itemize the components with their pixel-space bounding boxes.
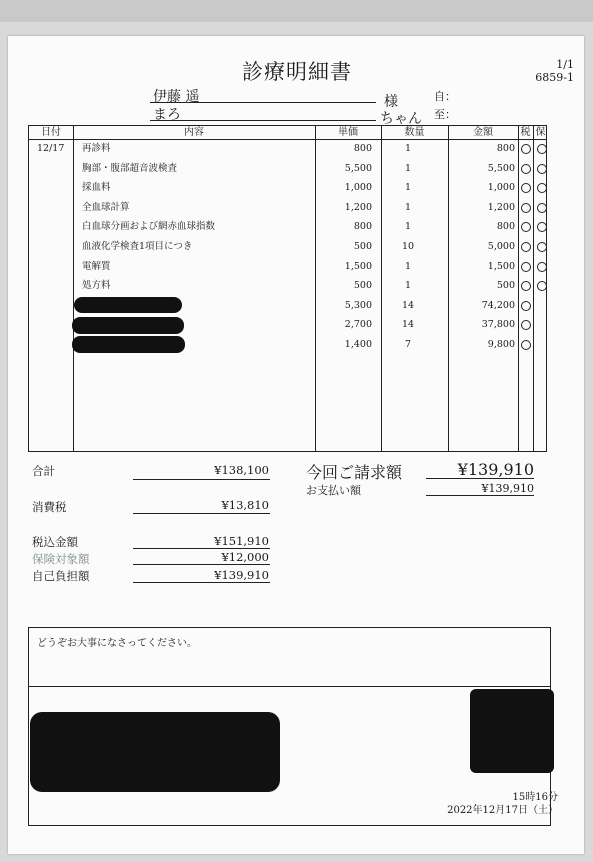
tax-circle-icon [521, 262, 531, 272]
insurance-circle-icon [537, 242, 547, 252]
insurance-underline [133, 564, 270, 565]
header-content: 内容 [184, 127, 204, 138]
row-amount: 800 [496, 221, 515, 233]
redaction-stamp [470, 689, 554, 773]
subtotal-value: ¥138,100 [214, 463, 269, 477]
payment-underline [426, 495, 534, 496]
billing-label: 今回ご請求額 [306, 463, 403, 482]
row-quantity: 10 [401, 241, 415, 252]
row-item-name: 処方料 [82, 280, 111, 292]
tax-included-underline [133, 548, 270, 549]
row-item-name: 血液化学検査1項目につき [82, 241, 193, 252]
background-edge [0, 0, 593, 22]
period-to-label: 至： [434, 108, 456, 121]
table-row [29, 276, 548, 295]
row-amount: 5,000 [487, 241, 515, 252]
row-amount: 5,500 [487, 162, 515, 174]
tax-circle-icon [521, 242, 531, 252]
row-quantity: 1 [404, 143, 412, 154]
name-underline [150, 102, 376, 103]
insurance-circle-icon [537, 183, 547, 193]
row-unit-price: 5,300 [344, 299, 372, 311]
page-number: 1/1 [556, 58, 574, 71]
header-amount: 金額 [473, 127, 493, 138]
pet-name: まろ [153, 107, 181, 123]
message-box [28, 627, 551, 687]
tax-circle-icon [521, 222, 531, 232]
insurance-label: 保険対象額 [32, 552, 90, 566]
row-quantity: 1 [404, 221, 412, 233]
table-row [29, 159, 548, 178]
row-amount: 9,800 [487, 339, 515, 350]
row-unit-price: 1,000 [344, 182, 372, 194]
redaction-bar [74, 297, 182, 313]
row-amount: 37,800 [481, 319, 515, 331]
header-insurance: 保 [535, 127, 546, 138]
subtotal-underline [133, 479, 270, 480]
header-tax: 税 [520, 127, 531, 138]
row-unit-price: 1,400 [344, 339, 372, 350]
pet-underline [150, 120, 376, 121]
row-quantity: 1 [404, 280, 412, 292]
row-item-name: 採血料 [82, 182, 111, 194]
table-row [29, 257, 548, 276]
row-item-name: 胸部・腹部超音波検査 [82, 162, 178, 174]
row-quantity: 1 [404, 162, 412, 174]
row-item-name: 電解質 [82, 260, 111, 272]
row-unit-price: 1,500 [344, 260, 372, 272]
charges-table [28, 125, 547, 452]
pet-suffix: ちゃん [380, 111, 422, 127]
table-row [29, 237, 548, 256]
page-info [535, 58, 574, 84]
header-quantity: 数量 [404, 127, 425, 138]
row-date: 12/17 [37, 143, 65, 154]
table-row [29, 178, 548, 197]
tax-value: ¥13,810 [221, 498, 269, 512]
row-quantity: 14 [401, 319, 415, 331]
insurance-circle-icon [537, 144, 547, 154]
row-amount: 800 [496, 143, 515, 154]
footer-date: 2022年12月17日（土） [447, 805, 558, 816]
insurance-value: ¥12,000 [221, 550, 269, 564]
period-from-label: 自： [434, 90, 456, 103]
payment-value: ¥139,910 [481, 482, 534, 495]
tax-circle-icon [521, 203, 531, 213]
copay-underline [133, 582, 270, 583]
billing-value: ¥139,910 [457, 460, 534, 479]
tax-circle-icon [521, 320, 531, 330]
payment-label: お支払い額 [306, 484, 361, 497]
insurance-circle-icon [537, 222, 547, 232]
row-quantity: 1 [404, 182, 412, 194]
insurance-circle-icon [537, 203, 547, 213]
row-unit-price: 800 [353, 143, 372, 154]
copay-label: 自己負担額 [32, 569, 90, 583]
tax-included-value: ¥151,910 [214, 534, 269, 548]
table-row [29, 198, 548, 217]
receipt-paper [8, 36, 584, 854]
tax-circle-icon [521, 144, 531, 154]
tax-label: 消費税 [32, 500, 67, 514]
row-quantity: 14 [401, 299, 415, 311]
honorific: 様 [384, 94, 398, 110]
billing-underline [426, 478, 534, 479]
redaction-bar [72, 336, 185, 353]
insurance-circle-icon [537, 281, 547, 291]
header-unit-price: 単価 [338, 127, 358, 138]
copay-value: ¥139,910 [214, 568, 269, 582]
row-unit-price: 5,500 [344, 162, 372, 174]
tax-underline [133, 513, 270, 514]
row-unit-price: 2,700 [344, 319, 372, 331]
tax-circle-icon [521, 183, 531, 193]
row-amount: 1,500 [487, 260, 515, 272]
row-amount: 1,000 [487, 182, 515, 194]
row-quantity: 7 [404, 339, 412, 350]
header-date: 日付 [41, 127, 61, 138]
patient-name: 伊藤 遥 [153, 89, 200, 105]
row-amount: 500 [496, 280, 515, 292]
redaction-block [30, 712, 280, 792]
tax-circle-icon [521, 164, 531, 174]
insurance-circle-icon [537, 262, 547, 272]
redaction-bar [72, 317, 184, 334]
row-item-name: 全血球計算 [82, 201, 130, 213]
footer-time: 15時16分 [512, 792, 558, 803]
row-quantity: 1 [404, 201, 412, 213]
row-unit-price: 500 [353, 280, 372, 292]
table-row [29, 139, 548, 158]
row-quantity: 1 [404, 260, 412, 272]
insurance-circle-icon [537, 164, 547, 174]
row-unit-price: 500 [353, 241, 372, 252]
tax-included-label: 税込金額 [32, 535, 78, 549]
row-unit-price: 1,200 [344, 201, 372, 213]
tax-circle-icon [521, 301, 531, 311]
row-item-name: 白血球分画および網赤血球指数 [82, 221, 216, 233]
subtotal-label: 合計 [32, 464, 55, 478]
doc-number: 6859-1 [535, 71, 574, 84]
row-amount: 1,200 [487, 201, 515, 213]
row-amount: 74,200 [481, 299, 515, 311]
table-row [29, 217, 548, 236]
row-item-name: 再診料 [82, 143, 111, 154]
message-text: どうぞお大事になさってください。 [37, 638, 197, 649]
tax-circle-icon [521, 281, 531, 291]
tax-circle-icon [521, 340, 531, 350]
row-unit-price: 800 [353, 221, 372, 233]
document-title: 診療明細書 [242, 60, 352, 84]
